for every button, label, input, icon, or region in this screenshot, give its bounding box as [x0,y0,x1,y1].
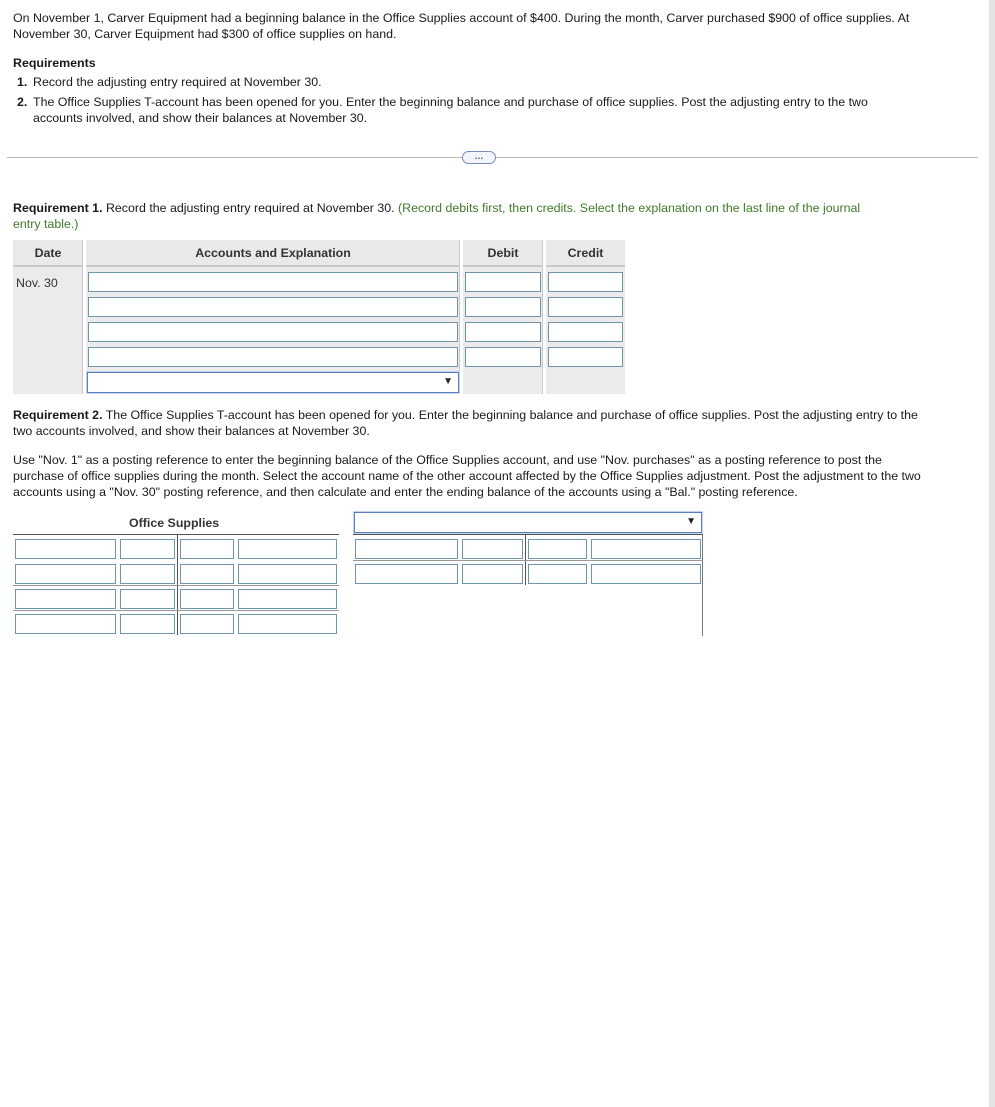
requirements-heading: Requirements [13,56,96,70]
req2-label: Requirement 2. [13,408,103,422]
t1-debit-ref-row-2[interactable] [15,564,116,584]
credit-input-row-2[interactable] [548,297,623,317]
req1-instruction: (Record debits first, then credits. Select the explanation on the last line of the journal [398,201,861,215]
credit-input-row-4[interactable] [548,347,623,367]
problem-line-2: November 30, Carver Equipment had $300 of office supplies on hand. [13,27,397,41]
journal-entry-table [13,240,625,394]
col-header-debit: Debit [463,240,543,267]
t1-debit-amount-row-4[interactable] [120,614,175,634]
requirement-2-number: 2. [17,95,28,109]
t1-credit-amount-row-4[interactable] [238,614,337,634]
t1-credit-amount-row-2[interactable] [238,564,337,584]
credit-input-row-3[interactable] [548,322,623,342]
requirement-2-text-1: The Office Supplies T-account has been opened for you. Enter the beginning balance and purchase of office supplies. Post the adjusting entry to the two [33,95,868,109]
col-header-date: Date [13,240,83,267]
t-account-2-account-select[interactable] [354,512,702,533]
account-input-row-4[interactable] [88,347,458,367]
t2-debit-ref-row-2[interactable] [355,564,458,584]
req2-use-line-1: Use "Nov. 1" as a posting reference to enter the beginning balance of the Office Supplies account, and use "Nov. purchases" as a posting reference to post the [13,453,882,467]
t1-debit-amount-row-3[interactable] [120,589,175,609]
t1-credit-amount-row-3[interactable] [238,589,337,609]
t1-debit-ref-row-3[interactable] [15,589,116,609]
t1-credit-ref-row-4[interactable] [180,614,234,634]
column-separator [459,240,462,394]
t2-credit-amount-row-1[interactable] [591,539,701,559]
explanation-select[interactable] [87,372,459,393]
account-input-row-1[interactable] [88,272,458,292]
problem-line-1: On November 1, Carver Equipment had a beginning balance in the Office Supplies account of $400. During the month, Carver purchased $900 of office supplies. At [13,11,910,25]
debit-input-row-2[interactable] [465,297,541,317]
scrollbar-track[interactable] [989,0,995,1107]
dropdown-arrow-icon: ▼ [686,516,696,527]
requirement-1-number: 1. [17,75,28,89]
t1-debit-ref-row-4[interactable] [15,614,116,634]
req1-label: Requirement 1. [13,201,103,215]
date-cell: Nov. 30 [16,276,58,290]
t1-debit-ref-row-1[interactable] [15,539,116,559]
account-input-row-3[interactable] [88,322,458,342]
req2-use-line-3: accounts using a "Nov. 30" posting reference, and then calculate and enter the ending balance of the accounts using a "Bal." posting reference. [13,485,798,499]
t-account-1-top-line [13,534,339,535]
t1-debit-amount-row-2[interactable] [120,564,175,584]
requirement-2-text-2: accounts involved, and show their balances at November 30. [33,111,368,125]
requirement-1-text: Record the adjusting entry required at November 30. [33,75,322,89]
expand-more-button[interactable] [462,151,496,164]
t1-credit-ref-row-3[interactable] [180,589,234,609]
t1-debit-amount-row-1[interactable] [120,539,175,559]
credit-input-row-1[interactable] [548,272,623,292]
req2-line-2: two accounts involved, and show their balances at November 30. [13,424,370,438]
req2-line-1 [13,407,918,423]
t-account-2-subtotal-line [353,560,703,561]
t2-debit-amount-row-1[interactable] [462,539,523,559]
req2-use-line-2: purchase of office supplies during the month. Select the account name of the other account affected by the Office Supplies adjustment. Post the adjustment to the two [13,469,921,483]
req1-instruction-line-1 [13,200,860,216]
account-input-row-2[interactable] [88,297,458,317]
t1-credit-ref-row-1[interactable] [180,539,234,559]
req1-text: Record the adjusting entry required at November 30. [102,201,398,215]
t1-credit-amount-row-1[interactable] [238,539,337,559]
t2-debit-amount-row-2[interactable] [462,564,523,584]
dropdown-arrow-icon: ▼ [443,376,453,387]
column-separator [542,240,545,394]
t-account-2-right-edge [702,535,703,636]
col-header-accounts: Accounts and Explanation [86,240,460,267]
t2-credit-ref-row-1[interactable] [528,539,587,559]
t-account-2-top-line [353,534,703,535]
ellipsis-icon: … [474,151,484,161]
debit-input-row-3[interactable] [465,322,541,342]
column-separator [82,240,85,394]
col-header-credit: Credit [546,240,625,267]
t2-credit-ref-row-2[interactable] [528,564,587,584]
t2-credit-amount-row-2[interactable] [591,564,701,584]
debit-input-row-4[interactable] [465,347,541,367]
debit-input-row-1[interactable] [465,272,541,292]
t-account-office-supplies-title: Office Supplies [129,516,220,530]
req1-instruction-line-2: entry table.) [13,217,79,231]
req2-text-1: The Office Supplies T-account has been opened for you. Enter the beginning balance and purchase of office supplies. Post the adjusting entry to the [102,408,918,422]
t2-debit-ref-row-1[interactable] [355,539,458,559]
t-account-1-subtotal-line [13,585,339,586]
t1-credit-ref-row-2[interactable] [180,564,234,584]
t-account-1-balance-line [13,610,339,611]
